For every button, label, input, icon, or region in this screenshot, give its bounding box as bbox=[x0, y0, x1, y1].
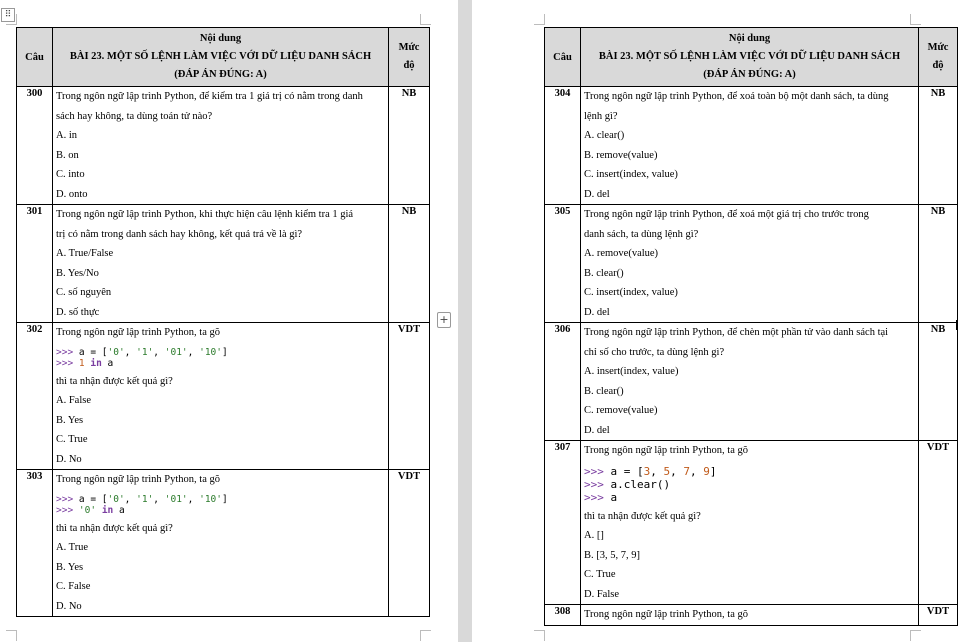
difficulty-level: NB bbox=[389, 205, 430, 323]
code-snippet: >>> a = ['0', '1', '01', '10'] >>> '0' in a bbox=[56, 493, 228, 516]
code-snippet: >>> a = ['0', '1', '01', '10'] >>> 1 in a bbox=[56, 346, 228, 369]
text-cursor bbox=[956, 320, 958, 330]
answer-option: A. clear() bbox=[584, 130, 625, 141]
question-stem: chỉ số cho trước, ta dùng lệnh gì? bbox=[584, 346, 725, 358]
insert-column-button[interactable]: + bbox=[437, 312, 451, 328]
code-snippet: >>> a = [3, 5, 7, 9] >>> a.clear() >>> a bbox=[584, 464, 717, 504]
table-row bbox=[17, 87, 430, 205]
page-gap bbox=[458, 0, 472, 642]
table-row bbox=[17, 470, 430, 617]
answer-option: C. số nguyên bbox=[56, 287, 112, 298]
crop-mark bbox=[910, 630, 921, 641]
answer-option: B. Yes bbox=[56, 561, 84, 573]
question-content[interactable] bbox=[581, 87, 919, 205]
answer-option: B. clear() bbox=[584, 385, 624, 397]
answer-option: C. False bbox=[56, 581, 91, 592]
question-stem: trị có nằm trong danh sách hay không, kết quả trả về là gì? bbox=[56, 228, 303, 240]
question-stem: lệnh gì? bbox=[584, 110, 618, 122]
difficulty-level: NB bbox=[919, 205, 958, 323]
answer-option: D. No bbox=[56, 453, 82, 465]
answer-option: A. in bbox=[56, 130, 77, 141]
answer-option: D. del bbox=[584, 188, 610, 200]
question-content[interactable] bbox=[581, 441, 919, 605]
question-number: 307 bbox=[545, 441, 581, 605]
question-followup: thì ta nhận được kết quả gì? bbox=[584, 510, 701, 522]
answer-option: C. remove(value) bbox=[584, 405, 658, 416]
table-header-row bbox=[17, 28, 430, 87]
crop-mark bbox=[420, 14, 431, 25]
answer-option: B. clear() bbox=[584, 267, 624, 279]
crop-mark bbox=[910, 14, 921, 25]
question-content[interactable] bbox=[53, 323, 389, 470]
answer-option: C. True bbox=[584, 569, 616, 580]
question-stem: Trong ngôn ngữ lập trình Python, ta gõ bbox=[584, 445, 748, 456]
difficulty-level: VDT bbox=[389, 323, 430, 470]
difficulty-level: NB bbox=[919, 323, 958, 441]
header-lesson-title: BÀI 23. MỘT SỐ LỆNH LÀM VIỆC VỚI DỮ LIỆU DANH SÁCH bbox=[598, 51, 901, 62]
answer-option: B. [3, 5, 7, 9] bbox=[584, 549, 640, 561]
question-number: 302 bbox=[17, 323, 53, 470]
table-row bbox=[545, 605, 958, 626]
question-content[interactable] bbox=[53, 205, 389, 323]
header-content bbox=[53, 28, 389, 87]
answer-option: B. Yes/No bbox=[56, 267, 99, 279]
header-level-line1: Mức bbox=[398, 42, 420, 53]
question-content[interactable] bbox=[581, 205, 919, 323]
header-question-number: Câu bbox=[545, 28, 581, 87]
answer-option: C. insert(index, value) bbox=[584, 169, 678, 180]
answer-option: D. onto bbox=[56, 188, 88, 200]
answer-option: B. on bbox=[56, 149, 79, 161]
crop-mark bbox=[6, 630, 17, 641]
crop-mark bbox=[420, 630, 431, 641]
question-stem: sách hay không, ta dùng toán tử nào? bbox=[56, 110, 213, 122]
question-stem: Trong ngôn ngữ lập trình Python, để kiểm tra 1 giá trị có nằm trong danh bbox=[56, 91, 363, 102]
header-content-label: Nội dung bbox=[199, 33, 242, 44]
header-level bbox=[389, 28, 430, 87]
table-header-row bbox=[545, 28, 958, 87]
header-level-line2: độ bbox=[403, 60, 415, 71]
question-stem: Trong ngôn ngữ lập trình Python, để xoá toàn bộ một danh sách, ta dùng bbox=[584, 91, 889, 102]
difficulty-level: NB bbox=[389, 87, 430, 205]
header-level-line2: độ bbox=[932, 60, 944, 71]
question-stem: danh sách, ta dùng lệnh gì? bbox=[584, 228, 699, 240]
header-level bbox=[919, 28, 958, 87]
question-number: 303 bbox=[17, 470, 53, 617]
answer-option: D. del bbox=[584, 306, 610, 318]
header-level-line1: Mức bbox=[927, 42, 949, 53]
document-page-right bbox=[472, 0, 972, 642]
question-number: 301 bbox=[17, 205, 53, 323]
question-stem: Trong ngôn ngữ lập trình Python, ta gõ bbox=[56, 474, 220, 485]
question-number: 306 bbox=[545, 323, 581, 441]
header-answer-note: (ĐÁP ÁN ĐÚNG: A) bbox=[703, 69, 796, 80]
difficulty-level: VDT bbox=[389, 470, 430, 617]
answer-option: D. del bbox=[584, 424, 610, 436]
answer-option: C. into bbox=[56, 169, 85, 180]
answer-option: A. True/False bbox=[56, 248, 114, 259]
question-number: 304 bbox=[545, 87, 581, 205]
question-content[interactable] bbox=[53, 87, 389, 205]
answer-option: C. insert(index, value) bbox=[584, 287, 678, 298]
table-row bbox=[545, 441, 958, 605]
question-content[interactable] bbox=[53, 470, 389, 617]
answer-option: A. remove(value) bbox=[584, 248, 659, 259]
answer-option: A. False bbox=[56, 395, 91, 406]
difficulty-level: NB bbox=[919, 87, 958, 205]
difficulty-level: VDT bbox=[919, 605, 958, 626]
table-move-handle-icon[interactable]: ⠿ bbox=[1, 8, 15, 22]
answer-option: C. True bbox=[56, 434, 88, 445]
answer-option: B. Yes bbox=[56, 414, 84, 426]
question-followup: thì ta nhận được kết quả gì? bbox=[56, 522, 173, 534]
question-stem: Trong ngôn ngữ lập trình Python, ta gõ bbox=[584, 609, 748, 620]
question-stem: Trong ngôn ngữ lập trình Python, ta gõ bbox=[56, 327, 220, 338]
question-number: 308 bbox=[545, 605, 581, 626]
question-number: 300 bbox=[17, 87, 53, 205]
question-stem: Trong ngôn ngữ lập trình Python, khi thực hiện câu lệnh kiểm tra 1 giá bbox=[56, 209, 354, 220]
question-content[interactable] bbox=[581, 323, 919, 441]
question-followup: thì ta nhận được kết quả gì? bbox=[56, 375, 173, 387]
table-row bbox=[545, 323, 958, 441]
answer-option: D. số thực bbox=[56, 306, 100, 318]
answer-option: B. remove(value) bbox=[584, 149, 658, 161]
question-number: 305 bbox=[545, 205, 581, 323]
header-content-label: Nội dung bbox=[728, 33, 771, 44]
document-page-left bbox=[0, 0, 458, 642]
question-content[interactable] bbox=[581, 605, 919, 626]
header-question-number: Câu bbox=[17, 28, 53, 87]
table-row bbox=[17, 205, 430, 323]
question-table-left bbox=[16, 27, 430, 617]
header-lesson-title: BÀI 23. MỘT SỐ LỆNH LÀM VIỆC VỚI DỮ LIỆU DANH SÁCH bbox=[69, 51, 372, 62]
answer-option: A. [] bbox=[584, 530, 604, 541]
crop-mark bbox=[534, 630, 545, 641]
header-content bbox=[581, 28, 919, 87]
answer-option: D. No bbox=[56, 600, 82, 612]
table-row bbox=[17, 323, 430, 470]
question-table-right bbox=[544, 27, 958, 626]
question-stem: Trong ngôn ngữ lập trình Python, để xoá một giá trị cho trước trong bbox=[584, 209, 869, 220]
table-row bbox=[545, 205, 958, 323]
table-row bbox=[545, 87, 958, 205]
question-stem: Trong ngôn ngữ lập trình Python, để chèn một phần tử vào danh sách tại bbox=[584, 327, 889, 338]
header-answer-note: (ĐÁP ÁN ĐÚNG: A) bbox=[174, 69, 267, 80]
crop-mark bbox=[534, 14, 545, 25]
answer-option: A. True bbox=[56, 542, 89, 553]
answer-option: A. insert(index, value) bbox=[584, 366, 679, 377]
difficulty-level: VDT bbox=[919, 441, 958, 605]
answer-option: D. False bbox=[584, 588, 619, 600]
